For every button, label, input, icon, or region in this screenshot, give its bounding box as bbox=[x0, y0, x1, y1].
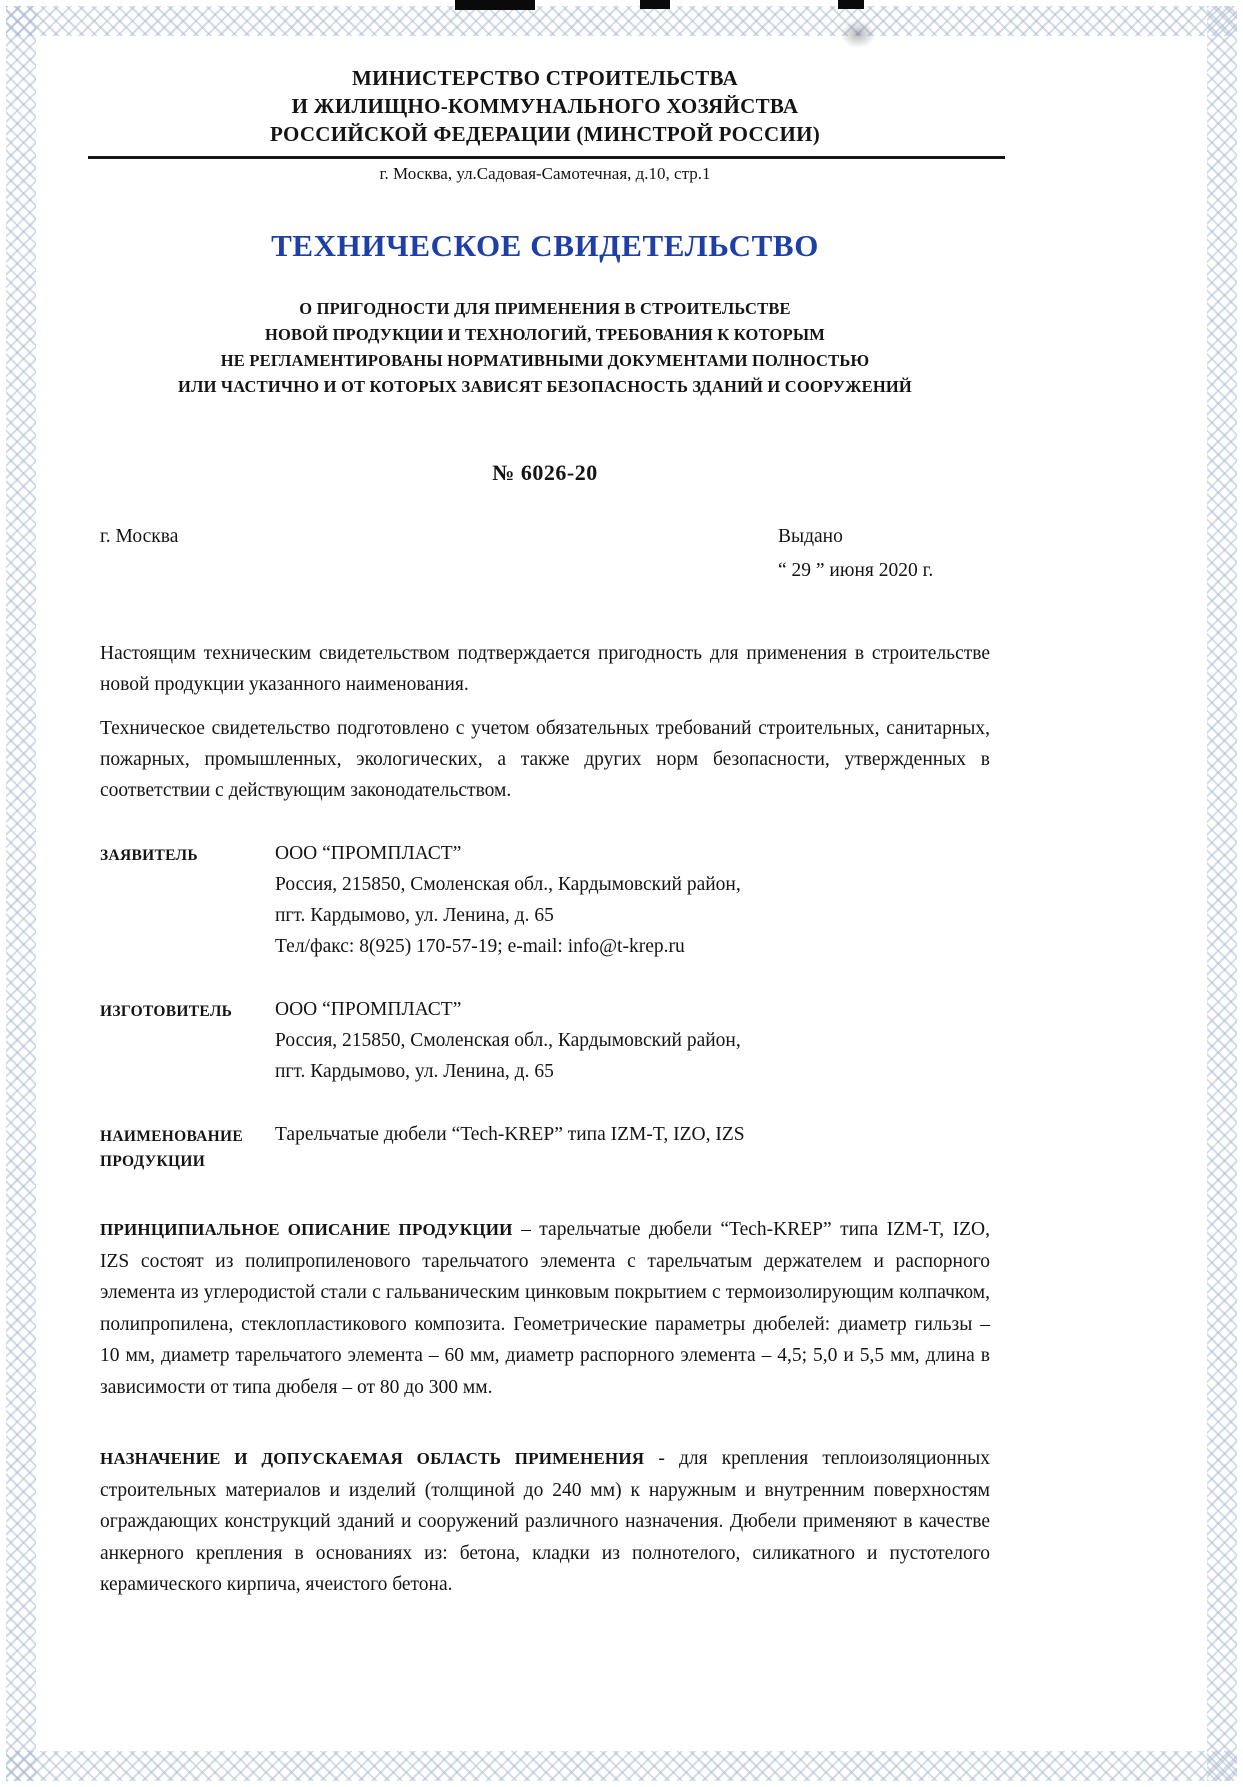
issue-block bbox=[778, 526, 990, 582]
issued-label: Выдано bbox=[778, 526, 843, 547]
field-product-name bbox=[100, 1119, 990, 1174]
scan-artifact bbox=[838, 0, 864, 9]
ministry-line: РОССИЙСКОЙ ФЕДЕРАЦИИ (МИНСТРОЙ РОССИИ) bbox=[269, 122, 821, 146]
ministry-line: И ЖИЛИЩНО-КОММУНАЛЬНОГО ХОЗЯЙСТВА bbox=[291, 94, 799, 118]
ministry-header bbox=[100, 64, 990, 148]
scan-artifact bbox=[640, 0, 670, 9]
field-label-product-name: НАИМЕНОВАНИЕ ПРОДУКЦИИ bbox=[100, 1128, 243, 1170]
field-line: пгт. Кардымово, ул. Ленина, д. 65 bbox=[275, 1061, 554, 1082]
ministry-line: МИНИСТЕРСТВО СТРОИТЕЛЬСТВА bbox=[352, 66, 738, 90]
field-line: Россия, 215850, Смоленская обл., Кардымовский район, bbox=[275, 874, 741, 895]
section-text-description: – тарельчатые дюбели “Tech-KREP” типа IZM-T, IZO, IZS состоят из полипропиленового тарельчатого элемента с тарельчатым держателем и распорного элемента из углеродистой стали с гальваническим цинковым покрытием с термоизолирующим колпачком, полипропилена, стеклопластикового композита. Геометрические параметры дюбелей: диаметр гильзы – 10 мм, диаметр тарельчатого элемента – 60 мм, диаметр распорного элемента – 4,5; 5,0 и 5,5 мм, длина в зависимости от типа дюбеля – от 80 до 300 мм. bbox=[100, 1219, 990, 1398]
field-label-manufacturer: ИЗГОТОВИТЕЛЬ bbox=[100, 1003, 233, 1020]
decorative-border-right bbox=[1207, 6, 1237, 1781]
field-value-applicant bbox=[275, 838, 741, 962]
section-application bbox=[100, 1443, 990, 1601]
field-line: пгт. Кардымово, ул. Ленина, д. 65 bbox=[275, 905, 554, 926]
section-text-application: - для крепления теплоизоляционных строительных материалов и изделий (толщиной до 240 мм) к наружным и внутренним поверхностям ограждающих конструкций зданий и сооружений различного назначения. Дюбели применяют в качестве анкерного крепления в основаниях из: бетона, кладки из полнотелого, силикатного и пустотелого керамического кирпича, ячеистого бетона. bbox=[100, 1448, 990, 1595]
field-manufacturer bbox=[100, 994, 990, 1087]
field-line: ООО “ПРОМПЛАСТ” bbox=[275, 999, 462, 1020]
field-label-applicant: ЗАЯВИТЕЛЬ bbox=[100, 847, 198, 864]
field-value-manufacturer bbox=[275, 994, 741, 1087]
field-line: Россия, 215850, Смоленская обл., Кардымовский район, bbox=[275, 1030, 741, 1051]
subtitle-line: О ПРИГОДНОСТИ ДЛЯ ПРИМЕНЕНИЯ В СТРОИТЕЛЬСТВЕ bbox=[299, 299, 791, 318]
field-line: ООО “ПРОМПЛАСТ” bbox=[275, 843, 462, 864]
intro-paragraph-1: Настоящим техническим свидетельством подтверждается пригодность для применения в строительстве новой продукции указанного наименования. bbox=[100, 643, 990, 695]
decorative-border-top bbox=[6, 6, 1237, 36]
intro-paragraph-2: Техническое свидетельство подготовлено с учетом обязательных требований строительных, санитарных, пожарных, промышленных, экологических, а также других норм безопасности, утвержденных в соответствии с действующим законодательством. bbox=[100, 718, 990, 801]
document-title: ТЕХНИЧЕСКОЕ СВИДЕТЕЛЬСТВО bbox=[271, 228, 819, 263]
section-heading-application: НАЗНАЧЕНИЕ И ДОПУСКАЕМАЯ ОБЛАСТЬ ПРИМЕНЕНИЯ bbox=[100, 1449, 645, 1468]
issue-row bbox=[100, 526, 990, 582]
fields-block bbox=[100, 838, 990, 1174]
header-rule bbox=[88, 156, 1005, 159]
field-line: Тарельчатые дюбели “Tech-KREP” типа IZM-T, IZO, IZS bbox=[275, 1124, 745, 1145]
decorative-border-left bbox=[6, 6, 36, 1781]
certificate-number: № 6026-20 bbox=[492, 460, 598, 485]
subtitle-line: НЕ РЕГЛАМЕНТИРОВАНЫ НОРМАТИВНЫМИ ДОКУМЕНТАМИ ПОЛНОСТЬЮ bbox=[220, 351, 870, 370]
field-line: Тел/факс: 8(925) 170-57-19; e-mail: info@t-krep.ru bbox=[275, 936, 685, 957]
field-value-product-name bbox=[275, 1119, 745, 1150]
subtitle-line: ИЛИ ЧАСТИЧНО И ОТ КОТОРЫХ ЗАВИСЯТ БЕЗОПАСНОСТЬ ЗДАНИЙ И СООРУЖЕНИЙ bbox=[178, 377, 912, 396]
scan-artifact bbox=[840, 20, 876, 48]
scan-artifact bbox=[455, 0, 535, 10]
field-applicant bbox=[100, 838, 990, 962]
issue-city: г. Москва bbox=[100, 526, 179, 547]
issued-date: “ 29 ” июня 2020 г. bbox=[778, 560, 934, 581]
section-heading-description: ПРИНЦИПИАЛЬНОЕ ОПИСАНИЕ ПРОДУКЦИИ bbox=[100, 1220, 513, 1239]
document-subtitle bbox=[100, 296, 990, 400]
document-content bbox=[100, 64, 990, 1601]
ministry-address: г. Москва, ул.Садовая-Самотечная, д.10, стр.1 bbox=[379, 164, 711, 183]
section-description bbox=[100, 1214, 990, 1403]
decorative-border-bottom bbox=[6, 1751, 1237, 1781]
subtitle-line: НОВОЙ ПРОДУКЦИИ И ТЕХНОЛОГИЙ, ТРЕБОВАНИЯ К КОТОРЫМ bbox=[264, 325, 826, 344]
